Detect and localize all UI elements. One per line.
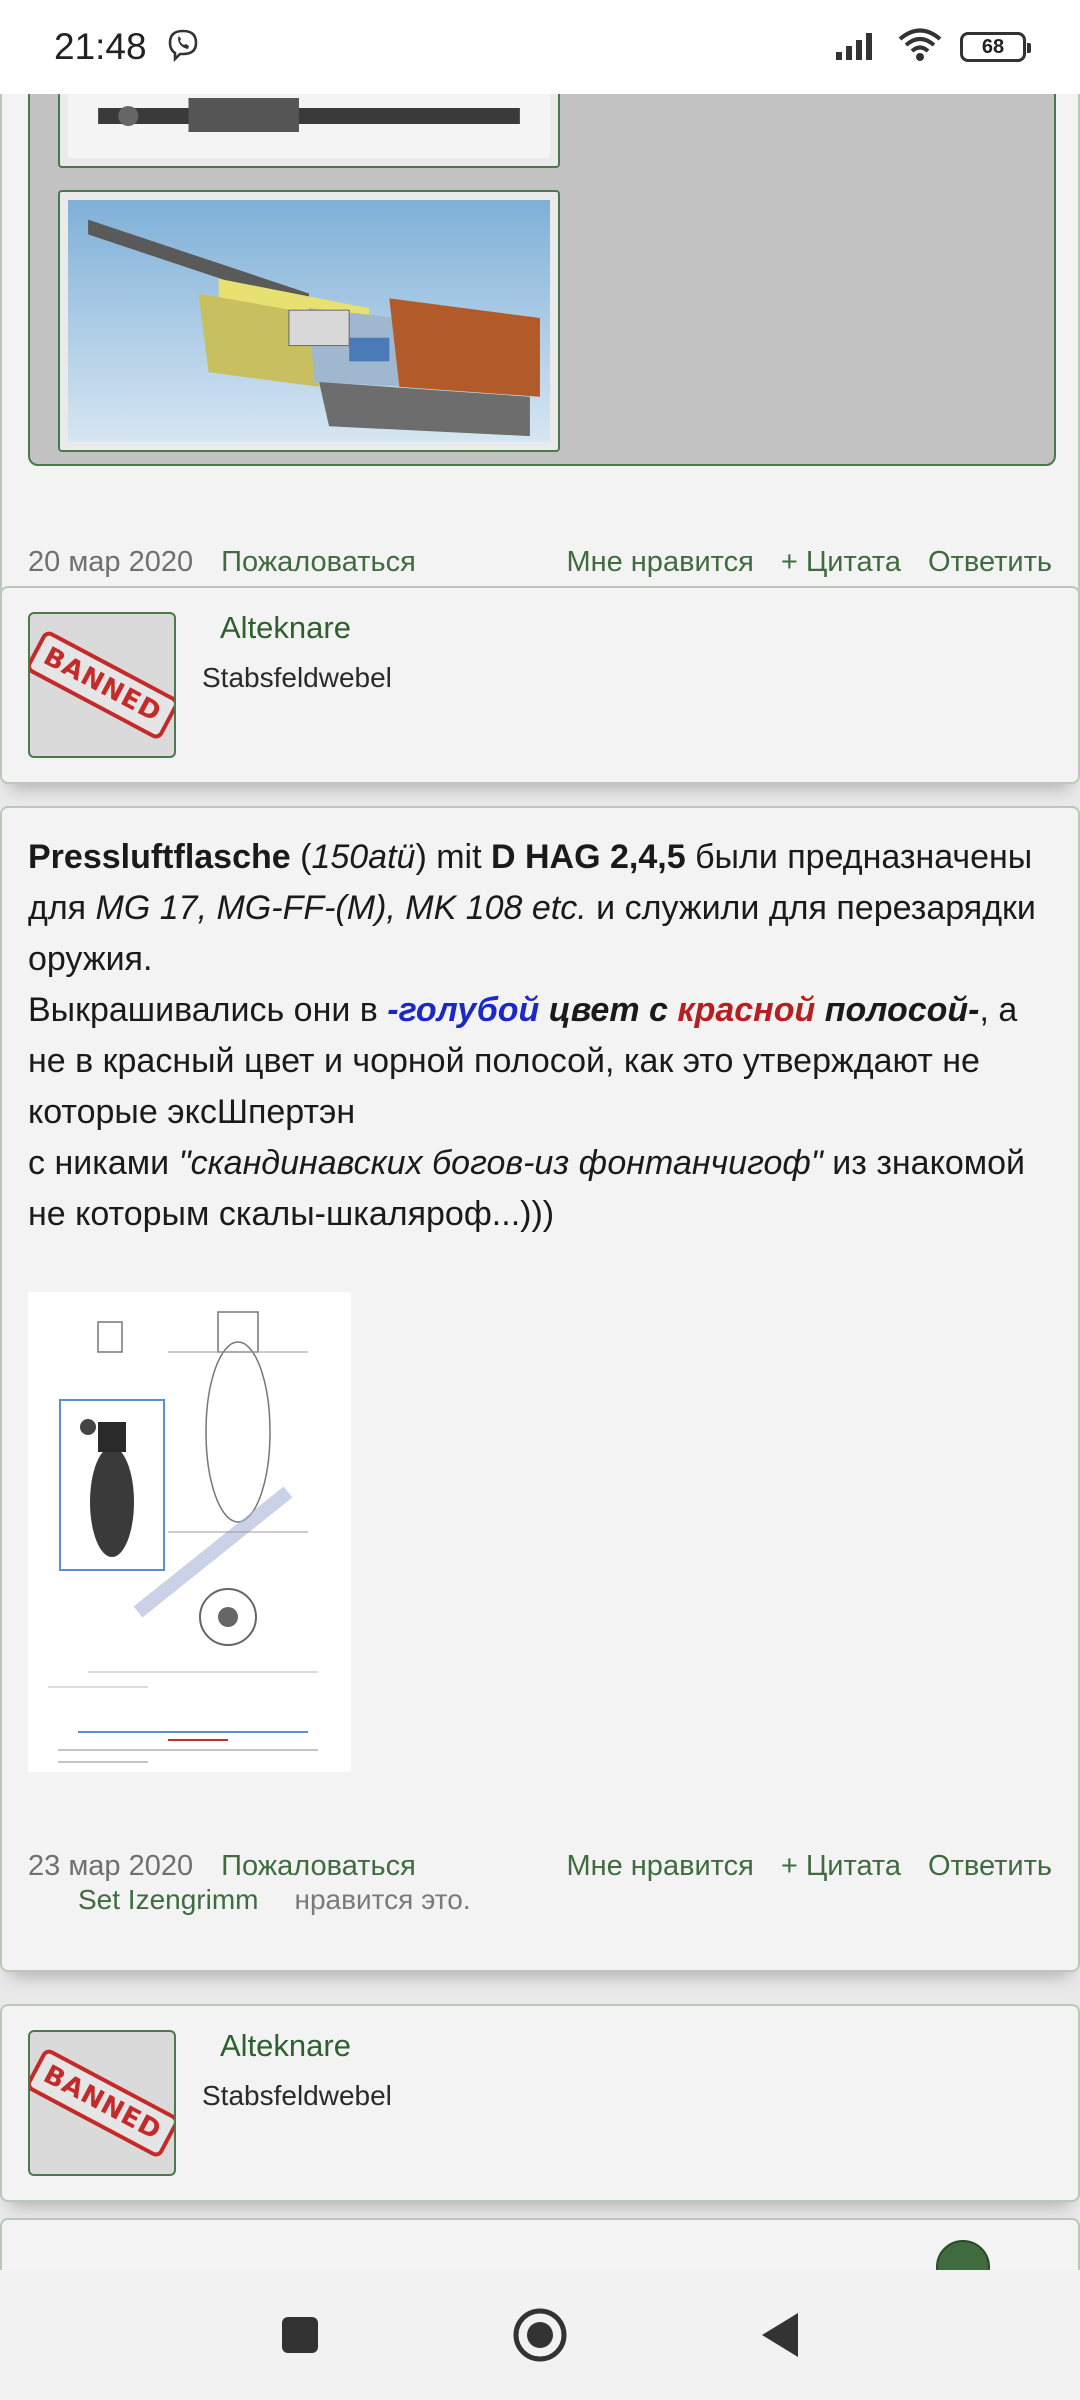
- likes-user-link[interactable]: Set Izengrimm: [78, 1884, 259, 1915]
- post-text-segment: цвет с: [539, 991, 678, 1029]
- post-actions: [566, 546, 1052, 579]
- reply-button[interactable]: Ответить: [928, 1850, 1052, 1882]
- attachment-thumbnail[interactable]: [58, 94, 560, 168]
- post-text-segment: красной: [677, 991, 816, 1029]
- post-text-segment: D HAG 2,4,5: [491, 838, 686, 876]
- battery-icon: [960, 32, 1026, 62]
- forum-thread[interactable]: [0, 94, 1080, 2270]
- wifi-icon: [898, 28, 942, 67]
- post-text-segment: , а не в красный цвет и чорной полосой, как это утверждают не которые эксШпертэн: [28, 991, 1018, 1131]
- post-text-segment: -голубой: [387, 991, 540, 1029]
- post-text-segment: "скандинавских богов-из фонтанчигоф": [178, 1144, 823, 1182]
- post-footer: [28, 1850, 1052, 1883]
- back-triangle-icon: [758, 2311, 802, 2359]
- status-left: [54, 26, 201, 68]
- post-text-segment: (: [290, 838, 312, 876]
- post-text-segment: и служили для перезарядки оружия.: [28, 889, 1036, 978]
- attachments-box: [28, 94, 1056, 466]
- likes-row: [78, 1884, 471, 1916]
- like-button[interactable]: Мне нравится: [566, 1850, 754, 1882]
- home-button[interactable]: [510, 2305, 570, 2365]
- viber-icon: [165, 27, 201, 68]
- back-button[interactable]: [750, 2305, 810, 2365]
- status-bar: [0, 0, 1080, 94]
- avatar[interactable]: [28, 2030, 176, 2176]
- home-circle-icon: [511, 2306, 569, 2364]
- banned-stamp: BANNED: [28, 2047, 176, 2159]
- post-footer: [28, 546, 1052, 579]
- status-right: [834, 28, 1026, 67]
- cannon-cutaway-image: [68, 200, 550, 442]
- author-name[interactable]: Alteknare: [220, 610, 351, 645]
- square-icon: [280, 2315, 320, 2355]
- post-text-segment: Выкрашивались они в: [28, 991, 388, 1029]
- author-rank: Stabsfeldwebel: [202, 662, 392, 693]
- quote-button[interactable]: + Цитата: [780, 546, 902, 578]
- author-rank: Stabsfeldwebel: [202, 2080, 392, 2111]
- helmet-avatar-icon[interactable]: [936, 2240, 990, 2270]
- post-card: [0, 94, 1080, 650]
- post-actions: [566, 1850, 1052, 1883]
- navigation-bar: [0, 2270, 1080, 2400]
- attachment-thumbnail[interactable]: [58, 190, 560, 452]
- avatar[interactable]: [28, 612, 176, 758]
- post-date: 23 мар 2020: [28, 1850, 194, 1882]
- post-card: [0, 806, 1080, 1972]
- banned-stamp: BANNED: [28, 629, 176, 741]
- recent-apps-button[interactable]: [270, 2305, 330, 2365]
- clock: 21:48: [54, 26, 147, 67]
- post-text-segment: были предназначены для: [28, 838, 1033, 927]
- battery-level: 68: [981, 35, 1005, 58]
- post-text-segment: из знакомой не которым скалы-шкаляроф...))): [28, 1144, 1026, 1233]
- post-card: [0, 2218, 1080, 2270]
- pressluftflasche-diagram-image[interactable]: [28, 1292, 351, 1772]
- report-link[interactable]: Пожаловаться: [221, 546, 416, 578]
- reply-button[interactable]: Ответить: [928, 546, 1052, 578]
- author-card: [0, 2004, 1080, 2202]
- likes-text: нравится это.: [294, 1884, 471, 1915]
- quote-button[interactable]: + Цитата: [780, 1850, 902, 1882]
- like-button[interactable]: Мне нравится: [566, 546, 754, 578]
- author-name[interactable]: Alteknare: [220, 2028, 351, 2063]
- post-text-segment: ) mit: [415, 838, 491, 876]
- post-text-segment: 150atü: [311, 838, 416, 876]
- gun-photo-image: [68, 94, 550, 158]
- author-card: [0, 586, 1080, 784]
- signal-icon: [834, 30, 880, 65]
- report-link[interactable]: Пожаловаться: [221, 1850, 416, 1882]
- post-date: 20 мар 2020: [28, 546, 194, 578]
- post-body: [28, 832, 1058, 1240]
- post-text-segment: с никами: [28, 1144, 179, 1182]
- post-text-segment: Pressluftflasche: [28, 838, 291, 876]
- post-text-segment: полосой-: [815, 991, 980, 1029]
- post-text-segment: MG 17, MG-FF-(M), MK 108 etc.: [95, 889, 587, 927]
